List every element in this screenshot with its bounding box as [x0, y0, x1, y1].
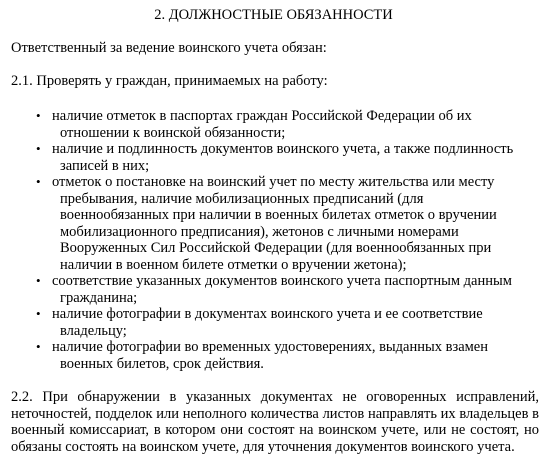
- list-item-first-line: наличие и подлинность документов воинского учета, а также подлинность: [52, 141, 514, 157]
- list-item: [0, 339, 547, 372]
- list-item-text: [52, 339, 522, 372]
- list-item-first-line: наличие отметок в паспортах граждан Российской Федерации об их: [52, 108, 472, 124]
- list-item: [0, 273, 547, 306]
- bullet-icon: •: [36, 273, 41, 288]
- list-item: [0, 174, 547, 273]
- list-item-continuation: военных билетов, срок действия.: [60, 355, 264, 372]
- intro-paragraph: Ответственный за ведение воинского учета обязан:: [11, 40, 327, 56]
- subsection-2-1: 2.1. Проверять у граждан, принимаемых на работу:: [11, 73, 328, 89]
- list-item-text: [52, 141, 522, 174]
- duties-bullet-list: [0, 108, 547, 372]
- section-title: 2. ДОЛЖНОСТНЫЕ ОБЯЗАННОСТИ: [154, 7, 393, 23]
- bullet-icon: •: [36, 141, 41, 156]
- list-item-continuation: пребывания, наличие мобилизационных предписаний (для военнообязанных при наличии в военных билетах отметок о вручении мобилизационного предписания), жетонов с личными номерами Вооруженных Сил Российской Федерации (для военнообязанных при наличии в военном билете отметки о вручении жетона);: [60, 190, 497, 273]
- bullet-icon: •: [36, 339, 41, 354]
- bullet-icon: •: [36, 108, 41, 123]
- list-item-continuation: гражданина;: [60, 289, 138, 306]
- list-item-first-line: наличие фотографии во временных удостоверениях, выданных взамен: [52, 339, 489, 355]
- list-item-text: [52, 306, 522, 339]
- list-item-text: [52, 273, 522, 306]
- list-item: [0, 108, 547, 141]
- subsection-2-2: 2.2. При обнаружении в указанных документах не оговоренных исправлений, неточностей, подделок или неполного количества листов направлять их владельцев в военный комиссариат, в котором они состоят на воинском учете, или не состоят, но обязаны состоять на воинском учете, для уточнения документов воинского учета.: [11, 389, 539, 455]
- bullet-icon: •: [36, 174, 41, 189]
- list-item-first-line: соответствие указанных документов воинского учета паспортным данным: [52, 273, 512, 289]
- list-item-continuation: владельцу;: [60, 322, 127, 339]
- list-item-first-line: наличие фотографии в документах воинского учета и ее соответствие: [52, 306, 483, 322]
- list-item-continuation: отношении к воинской обязанности;: [60, 124, 286, 141]
- list-item-text: [52, 174, 522, 273]
- list-item: [0, 306, 547, 339]
- list-item: [0, 141, 547, 174]
- list-item-continuation: записей в них;: [60, 157, 150, 174]
- bullet-icon: •: [36, 306, 41, 321]
- list-item-text: [52, 108, 522, 141]
- list-item-first-line: отметок о постановке на воинский учет по месту жительства или месту: [52, 174, 495, 190]
